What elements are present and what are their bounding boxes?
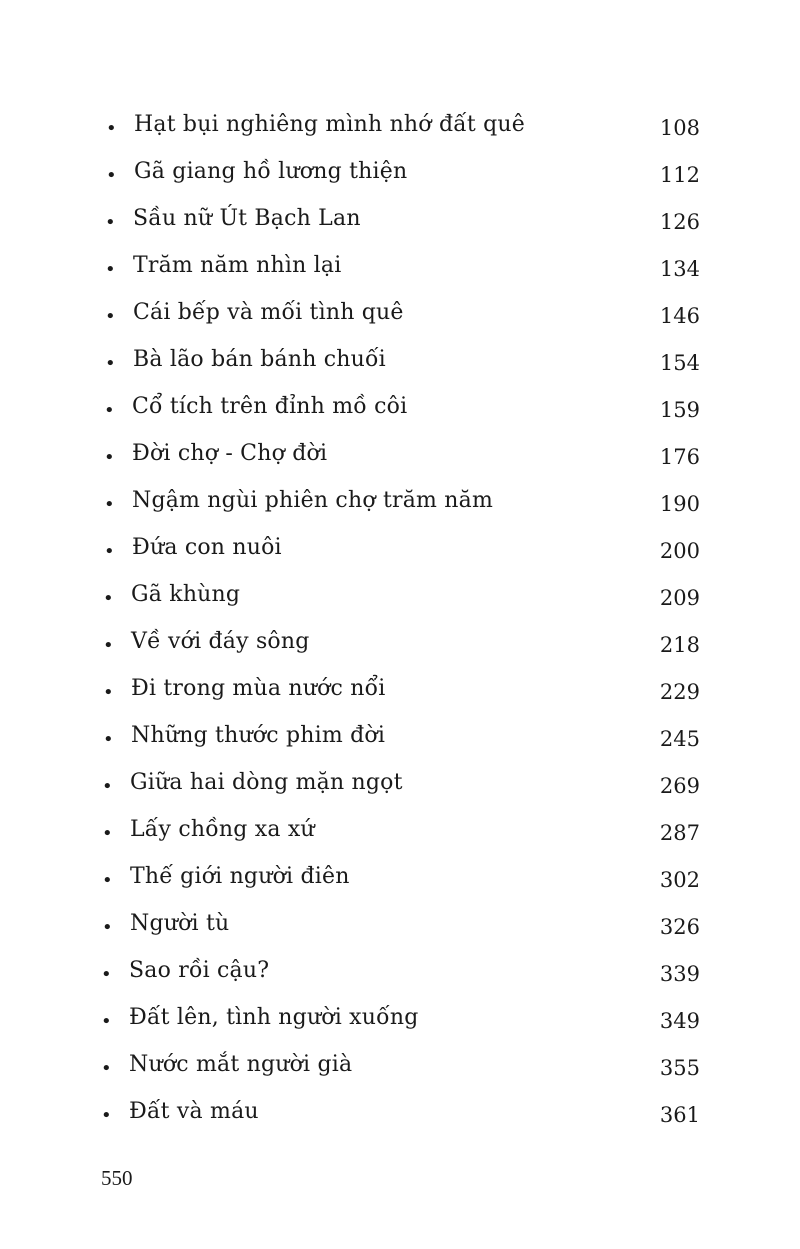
entry-title: Sao rồi cậu? [129, 958, 270, 983]
entry-page-number: 361 [659, 1103, 700, 1127]
entry-page-number: 134 [659, 257, 700, 281]
bullet-icon: • [101, 964, 112, 985]
entry-title: Đời chợ - Chợ đời [132, 441, 328, 466]
bullet-icon: • [106, 165, 117, 186]
entry-page-number: 287 [659, 821, 700, 845]
toc-entry [0, 394, 800, 441]
entry-page-number: 159 [659, 398, 700, 422]
entry-title: Thế giới người điên [130, 864, 350, 889]
entry-page-number: 355 [659, 1056, 700, 1080]
entry-page-number: 269 [659, 774, 700, 798]
entry-title: Trăm năm nhìn lại [133, 253, 342, 278]
entry-page-number: 146 [659, 304, 700, 328]
entry-page-number: 190 [659, 492, 700, 516]
toc-entry [0, 629, 800, 676]
entry-title: Giữa hai dòng mặn ngọt [130, 770, 403, 795]
toc-entry [0, 300, 800, 347]
entry-page-number: 154 [659, 351, 700, 375]
toc-entry [0, 723, 800, 770]
bullet-icon: • [104, 541, 115, 562]
entry-title: Cái bếp và mối tình quê [133, 300, 404, 325]
toc-entry [0, 112, 800, 159]
entry-title: Gã khùng [131, 582, 241, 607]
entry-title: Sầu nữ Út Bạch Lan [133, 206, 361, 231]
bullet-icon: • [106, 118, 117, 139]
entry-title: Ngậm ngùi phiên chợ trăm năm [132, 488, 494, 513]
bullet-icon: • [104, 447, 115, 468]
toc-entry [0, 1005, 800, 1052]
entry-title: Gã giang hồ lương thiện [134, 159, 408, 184]
bullet-icon: • [103, 729, 114, 750]
entry-page-number: 245 [659, 727, 700, 751]
bullet-icon: • [105, 306, 116, 327]
entry-title: Đi trong mùa nước nổi [131, 676, 386, 701]
toc-entry [0, 582, 800, 629]
table-of-contents [0, 112, 800, 1146]
bullet-icon: • [101, 1105, 112, 1126]
toc-entry [0, 206, 800, 253]
entry-title: Cổ tích trên đỉnh mồ côi [132, 394, 408, 419]
toc-entry [0, 911, 800, 958]
entry-title: Hạt bụi nghiêng mình nhớ đất quê [134, 112, 526, 137]
toc-entry [0, 253, 800, 300]
toc-entry [0, 1099, 800, 1146]
entry-page-number: 108 [659, 116, 700, 140]
toc-entry [0, 488, 800, 535]
entry-page-number: 126 [659, 210, 700, 234]
bullet-icon: • [102, 917, 113, 938]
toc-entry [0, 817, 800, 864]
toc-entry [0, 347, 800, 394]
bullet-icon: • [104, 494, 115, 515]
entry-title: Đứa con nuôi [132, 535, 282, 560]
bullet-icon: • [104, 400, 115, 421]
toc-entry [0, 676, 800, 723]
bullet-icon: • [102, 870, 113, 891]
entry-page-number: 302 [659, 868, 700, 892]
entry-title: Nước mắt người già [129, 1052, 353, 1077]
entry-page-number: 112 [659, 163, 700, 187]
bullet-icon: • [101, 1058, 112, 1079]
entry-title: Người tù [130, 911, 230, 936]
toc-entry [0, 441, 800, 488]
entry-title: Bà lão bán bánh chuối [133, 347, 386, 372]
entry-page-number: 209 [659, 586, 700, 610]
entry-page-number: 229 [659, 680, 700, 704]
bullet-icon: • [102, 776, 113, 797]
bullet-icon: • [103, 588, 114, 609]
bullet-icon: • [105, 353, 116, 374]
bullet-icon: • [101, 1011, 112, 1032]
toc-entry [0, 535, 800, 582]
toc-entry [0, 958, 800, 1005]
entry-title: Đất lên, tình người xuống [129, 1005, 419, 1030]
entry-title: Về với đáy sông [131, 629, 310, 654]
entry-page-number: 176 [659, 445, 700, 469]
toc-entry [0, 864, 800, 911]
entry-page-number: 339 [659, 962, 700, 986]
bullet-icon: • [102, 823, 113, 844]
entry-page-number: 200 [659, 539, 700, 563]
entry-title: Lấy chồng xa xứ [130, 817, 315, 842]
bullet-icon: • [105, 259, 116, 280]
toc-entry [0, 770, 800, 817]
entry-title: Những thước phim đời [131, 723, 386, 748]
toc-entry [0, 1052, 800, 1099]
entry-page-number: 218 [659, 633, 700, 657]
bullet-icon: • [105, 212, 116, 233]
bullet-icon: • [103, 635, 114, 656]
entry-title: Đất và máu [129, 1099, 259, 1124]
bullet-icon: • [103, 682, 114, 703]
entry-page-number: 349 [659, 1009, 700, 1033]
toc-entry [0, 159, 800, 206]
entry-page-number: 326 [659, 915, 700, 939]
page-number: 550 [101, 1166, 133, 1190]
